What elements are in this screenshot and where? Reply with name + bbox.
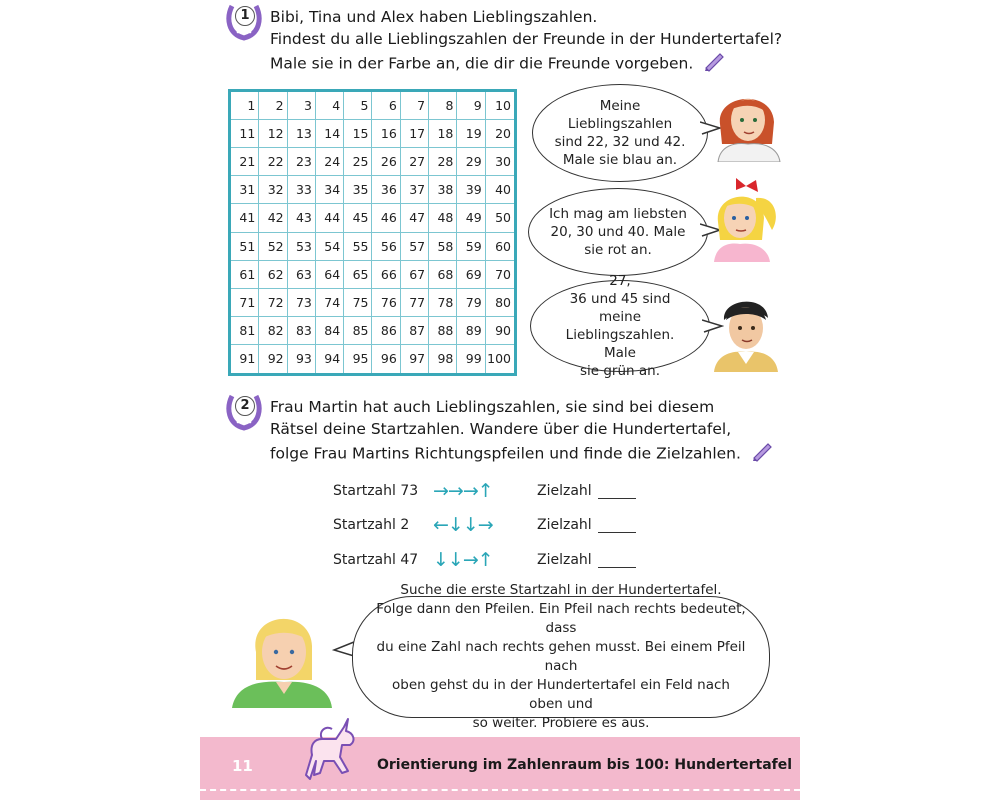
hundred-table-cell[interactable]: 81 xyxy=(231,317,259,345)
hundred-table-cell[interactable]: 100 xyxy=(487,351,511,367)
task-2-horseshoe-icon xyxy=(226,392,262,430)
route-arrows: ←↓↓→ xyxy=(433,514,493,536)
hundred-table-cell[interactable]: 93 xyxy=(288,345,316,373)
hundred-table-cell[interactable]: 10 xyxy=(486,92,514,120)
hundred-table-cell[interactable]: 59 xyxy=(457,233,485,261)
task-1-horseshoe-icon xyxy=(226,2,262,40)
bubble-line: 20, 30 und 40. Male xyxy=(550,224,686,240)
hundred-table-cell[interactable]: 58 xyxy=(429,233,457,261)
hundred-table-cell[interactable]: 19 xyxy=(457,120,485,148)
hundred-table-cell[interactable]: 40 xyxy=(486,176,514,204)
hundred-table-cell[interactable]: 54 xyxy=(316,233,344,261)
hundred-table-cell[interactable]: 17 xyxy=(401,120,429,148)
hint-speech-bubble xyxy=(352,582,770,731)
hundred-table-cell[interactable]: 30 xyxy=(486,148,514,176)
route-row-1 xyxy=(333,479,636,503)
hundred-table-cell[interactable]: 43 xyxy=(288,204,316,232)
hundred-table-cell[interactable]: 98 xyxy=(429,345,457,373)
hundred-table-cell[interactable]: 74 xyxy=(316,289,344,317)
hundred-table-cell[interactable]: 9 xyxy=(457,92,485,120)
answer-line[interactable] xyxy=(598,553,636,568)
hundred-table-cell[interactable]: 28 xyxy=(429,148,457,176)
hundred-table-cell[interactable]: 6 xyxy=(372,92,400,120)
hundred-table-cell[interactable]: 55 xyxy=(344,233,372,261)
hundred-table-cell[interactable]: 24 xyxy=(316,148,344,176)
hundred-table-cell[interactable]: 96 xyxy=(372,345,400,373)
hundred-table-cell[interactable]: 99 xyxy=(457,345,485,373)
hundred-table-cell[interactable]: 71 xyxy=(231,289,259,317)
hundred-table-cell[interactable]: 97 xyxy=(401,345,429,373)
bubble-line: Lieblingszahlen. Male xyxy=(565,327,675,361)
hundred-table-cell[interactable]: 14 xyxy=(316,120,344,148)
answer-line[interactable] xyxy=(598,518,636,533)
hundred-table-cell[interactable]: 62 xyxy=(259,261,287,289)
route-target-label: Zielzahl xyxy=(537,517,592,533)
bubble-line: Ich mag am liebsten xyxy=(549,206,687,222)
hundred-table-cell[interactable]: 5 xyxy=(344,92,372,120)
hundred-table-cell[interactable]: 27 xyxy=(401,148,429,176)
hundred-table-cell[interactable]: 95 xyxy=(344,345,372,373)
hundred-table-cell[interactable]: 72 xyxy=(259,289,287,317)
hundred-table-cell[interactable]: 57 xyxy=(401,233,429,261)
hundred-table-cell[interactable]: 85 xyxy=(344,317,372,345)
hundred-table-cell[interactable]: 21 xyxy=(231,148,259,176)
hundred-table-cell[interactable]: 32 xyxy=(259,176,287,204)
hundred-table-cell[interactable]: 76 xyxy=(372,289,400,317)
hundred-table-cell[interactable]: 33 xyxy=(288,176,316,204)
answer-line[interactable] xyxy=(598,484,636,499)
hundred-table-cell[interactable]: 73 xyxy=(288,289,316,317)
hundred-table-cell[interactable]: 90 xyxy=(486,317,514,345)
hundred-table-cell[interactable]: 31 xyxy=(231,176,259,204)
hint-line: Suche die erste Startzahl in der Hundertertafel. xyxy=(400,582,722,598)
route-start: Startzahl 47 xyxy=(333,552,419,568)
hundred-table xyxy=(228,89,517,376)
hundred-table-cell[interactable]: 3 xyxy=(288,92,316,120)
hundred-table-cell[interactable]: 12 xyxy=(259,120,287,148)
route-row-2 xyxy=(333,513,636,537)
hundred-table-cell[interactable]: 25 xyxy=(344,148,372,176)
hundred-table-cell[interactable]: 8 xyxy=(429,92,457,120)
hundred-table-cell[interactable]: 2 xyxy=(259,92,287,120)
hundred-table-cell[interactable]: 68 xyxy=(429,261,457,289)
hundred-table-cell[interactable]: 45 xyxy=(344,204,372,232)
hundred-table-cell[interactable]: 80 xyxy=(486,289,514,317)
hundred-table-cell[interactable]: 29 xyxy=(457,148,485,176)
task-2-instructions xyxy=(270,396,774,468)
hundred-table-cell[interactable]: 37 xyxy=(401,176,429,204)
hundred-table-cell[interactable]: 48 xyxy=(429,204,457,232)
task-2-line: folge Frau Martins Richtungspfeilen und finde die Zielzahlen. xyxy=(270,440,774,468)
hundred-table-cell[interactable]: 23 xyxy=(288,148,316,176)
hundred-table-cell[interactable]: 16 xyxy=(372,120,400,148)
hundred-table-cell[interactable]: 92 xyxy=(259,345,287,373)
hint-line: du eine Zahl nach rechts gehen musst. Bei einem Pfeil nach xyxy=(376,639,746,674)
hundred-table-cell[interactable]: 65 xyxy=(344,261,372,289)
hundred-table-cell[interactable]: 67 xyxy=(401,261,429,289)
hundred-table-cell[interactable]: 44 xyxy=(316,204,344,232)
hundred-table-cell[interactable]: 11 xyxy=(231,120,259,148)
hundred-table-cell[interactable]: 51 xyxy=(231,233,259,261)
hundred-table-cell[interactable]: 39 xyxy=(457,176,485,204)
hundred-table-cell[interactable]: 34 xyxy=(316,176,344,204)
hundred-table-cell[interactable]: 83 xyxy=(288,317,316,345)
bubble-line: Meine xyxy=(599,98,641,114)
hundred-table-cell[interactable]: 35 xyxy=(344,176,372,204)
tina-portrait xyxy=(712,84,782,162)
hundred-table-cell[interactable]: 18 xyxy=(429,120,457,148)
hundred-table-cell[interactable]: 7 xyxy=(401,92,429,120)
hundred-table-cell[interactable]: 70 xyxy=(486,261,514,289)
hundred-table-cell[interactable]: 53 xyxy=(288,233,316,261)
hundred-table-cell[interactable]: 41 xyxy=(231,204,259,232)
hundred-table-cell[interactable]: 13 xyxy=(288,120,316,148)
hundred-table-cell[interactable]: 63 xyxy=(288,261,316,289)
speech-bubble-alex xyxy=(530,273,710,379)
hundred-table-cell[interactable]: 60 xyxy=(486,233,514,261)
hundred-table-cell[interactable]: 20 xyxy=(486,120,514,148)
bubble-line: sind 22, 32 und 42. xyxy=(554,134,686,150)
hundred-table-cell[interactable]: 79 xyxy=(457,289,485,317)
hundred-table-cell[interactable]: 87 xyxy=(401,317,429,345)
speech-bubble-bibi xyxy=(528,188,708,276)
route-start: Startzahl 73 xyxy=(333,483,419,499)
hundred-table-cell[interactable]: 38 xyxy=(429,176,457,204)
hundred-table-cell[interactable]: 64 xyxy=(316,261,344,289)
bubble-line: sie rot an. xyxy=(584,242,652,258)
hundred-table-cell[interactable]: 15 xyxy=(344,120,372,148)
hundred-table-cell[interactable]: 77 xyxy=(401,289,429,317)
hint-line: oben gehst du in der Hundertertafel ein Feld nach oben und xyxy=(392,677,730,712)
hundred-table-cell[interactable]: 82 xyxy=(259,317,287,345)
pencil-icon xyxy=(702,50,726,78)
bubble-line: 36 und 45 sind meine xyxy=(569,291,671,325)
hundred-table-cell[interactable]: 88 xyxy=(429,317,457,345)
hundred-table-cell[interactable]: 86 xyxy=(372,317,400,345)
unicorn-icon xyxy=(292,715,362,785)
hundred-table-cell[interactable]: 46 xyxy=(372,204,400,232)
task-1-number: 1 xyxy=(235,6,255,26)
bibi-portrait xyxy=(706,178,782,262)
alex-portrait xyxy=(710,290,782,372)
task-2-line: Frau Martin hat auch Lieblingszahlen, sie sind bei diesem xyxy=(270,398,715,416)
task-1-line: Male sie in der Farbe an, die dir die Freunde vorgeben. xyxy=(270,50,782,78)
hundred-table-cell[interactable]: 42 xyxy=(259,204,287,232)
hundred-table-cell[interactable]: 56 xyxy=(372,233,400,261)
task-2-line: Rätsel deine Startzahlen. Wandere über die Hundertertafel, xyxy=(270,420,732,438)
hundred-table-cell[interactable]: 69 xyxy=(457,261,485,289)
task-2-number: 2 xyxy=(235,396,255,416)
speech-bubble-tina xyxy=(532,84,708,182)
hundred-table-cell[interactable]: 49 xyxy=(457,204,485,232)
task-1-instructions xyxy=(270,6,782,78)
route-arrows: ↓↓→↑ xyxy=(433,549,493,571)
bubble-line: Lieblingszahlen xyxy=(567,116,673,132)
hundred-table-cell[interactable]: 75 xyxy=(344,289,372,317)
hundred-table-cell[interactable]: 66 xyxy=(372,261,400,289)
hundred-table-cell[interactable]: 1 xyxy=(231,92,259,120)
route-target-label: Zielzahl xyxy=(537,483,592,499)
hundred-table-cell[interactable]: 22 xyxy=(259,148,287,176)
route-target-label: Zielzahl xyxy=(537,552,592,568)
hundred-table-cell[interactable]: 36 xyxy=(372,176,400,204)
hundred-table-cell[interactable]: 84 xyxy=(316,317,344,345)
footer-dashed-line xyxy=(200,789,800,791)
hundred-table-cell[interactable]: 91 xyxy=(231,345,259,373)
page-number: 11 xyxy=(232,757,253,775)
frau-martin-portrait xyxy=(226,602,338,708)
hundred-table-cell[interactable]: 78 xyxy=(429,289,457,317)
hundred-table-cell[interactable]: 89 xyxy=(457,317,485,345)
pencil-icon xyxy=(750,440,774,468)
route-row-3 xyxy=(333,548,636,572)
route-start: Startzahl 2 xyxy=(333,517,410,533)
hundred-table-cell[interactable]: 26 xyxy=(372,148,400,176)
bubble-line: 27, xyxy=(609,273,631,289)
hundred-table-cell[interactable]: 4 xyxy=(316,92,344,120)
hint-line: Folge dann den Pfeilen. Ein Pfeil nach rechts bedeutet, dass xyxy=(376,601,746,636)
bubble-line: sie grün an. xyxy=(579,363,660,379)
hundred-table-cell[interactable]: 50 xyxy=(486,204,514,232)
bubble-line: Male sie blau an. xyxy=(562,152,678,168)
page-footer xyxy=(200,737,800,800)
task-1-line: Bibi, Tina und Alex haben Lieblingszahlen. xyxy=(270,8,598,26)
route-arrows: →→→↑ xyxy=(433,480,493,502)
hundred-table-cell[interactable]: 52 xyxy=(259,233,287,261)
hundred-table-cell[interactable]: 47 xyxy=(401,204,429,232)
hint-line: so weiter. Probiere es aus. xyxy=(472,715,650,731)
task-1-line: Findest du alle Lieblingszahlen der Freunde in der Hundertertafel? xyxy=(270,30,783,48)
hundred-table-cell[interactable]: 94 xyxy=(316,345,344,373)
footer-title: Orientierung im Zahlenraum bis 100: Hundertertafel xyxy=(377,757,793,773)
hundred-table-cell[interactable]: 61 xyxy=(231,261,259,289)
